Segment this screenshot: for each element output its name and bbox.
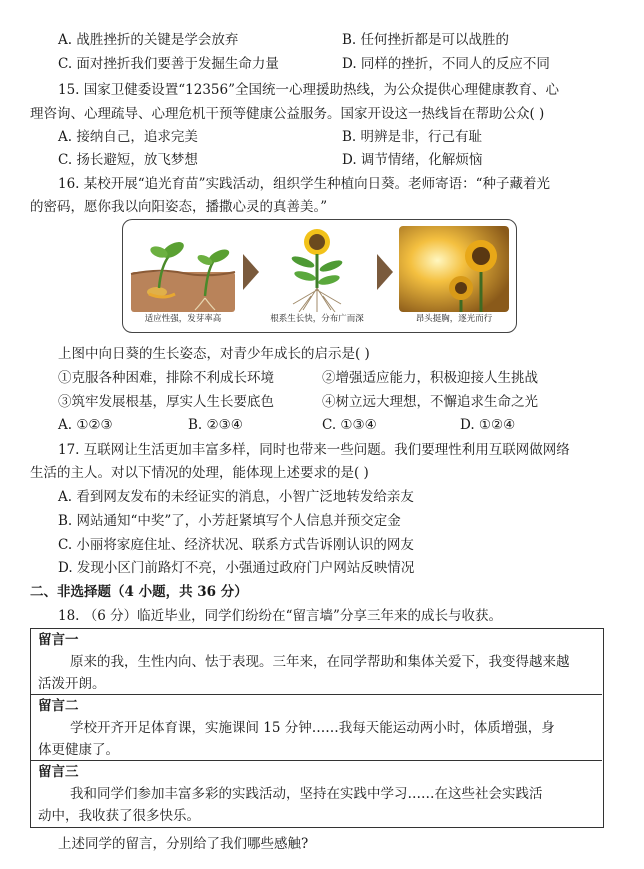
q16-option-d[interactable]: D. ①②④ — [460, 417, 516, 433]
message-3-title: 留言三 — [38, 764, 79, 780]
message-1-title: 留言一 — [38, 632, 79, 648]
q16-stem-line1: 16. 某校开展“追光育苗”实践活动，组织学生种植向日葵。老师寄语：“种子藏着光 — [58, 176, 550, 192]
sunflower-roots-illustration — [263, 226, 371, 326]
message-1-line2: 活泼开朗。 — [38, 676, 106, 692]
q14-option-d[interactable]: D. 同样的挫折，不同人的反应不同 — [342, 56, 550, 72]
q18-question: 上述同学的留言，分别给了我们哪些感触? — [58, 836, 309, 852]
q17-option-a[interactable]: A. 看到网友发布的未经证实的消息，小智广泛地转发给亲友 — [58, 489, 414, 505]
q16-statement-3: ③筑牢发展根基，厚实人生长要底色 — [58, 394, 274, 410]
q16-statement-1: ①克服各种困难，排除不利成长环境 — [58, 370, 274, 386]
sunflower-sun-illustration — [399, 226, 509, 326]
q16-statement-2: ②增强适应能力，积极迎接人生挑战 — [322, 370, 538, 386]
section-heading: 二、非选择题（4 小题，共 36 分） — [30, 584, 248, 600]
q17-stem-line1: 17. 互联网让生活更加丰富多样，同时也带来一些问题。我们要理性利用互联网做网络 — [58, 442, 570, 458]
q15-option-b[interactable]: B. 明辨是非，行己有耻 — [342, 129, 483, 145]
q15-option-a[interactable]: A. 接纳自己，追求完美 — [58, 129, 198, 145]
q16-option-c[interactable]: C. ①③④ — [322, 417, 377, 433]
sun-icon — [399, 226, 509, 312]
arrow-right-icon — [373, 250, 397, 294]
sprout-icon — [129, 226, 237, 312]
message-2-title: 留言二 — [38, 698, 79, 714]
divider — [30, 760, 602, 761]
q17-option-c[interactable]: C. 小丽将家庭住址、经济状况、联系方式告诉刚认识的网友 — [58, 537, 414, 553]
message-3-line2: 动中，我收获了很多快乐。 — [38, 808, 200, 824]
message-3-line1: 我和同学们参加丰富多彩的实践活动，坚持在实践中学习……在这些社会实践活 — [70, 786, 543, 802]
q16-statement-4: ④树立远大理想，不懈追求生命之光 — [322, 394, 538, 410]
sunflower-icon — [263, 226, 371, 312]
q16-option-b[interactable]: B. ②③④ — [188, 417, 243, 433]
q17-stem-line2: 生活的主人。对以下情况的处理，能体现上述要求的是( ) — [30, 465, 369, 481]
figure-caption-3: 昂头挺胸，逐光而行 — [415, 314, 493, 324]
q16-stem-line2: 的密码，愿你我以向阳姿态，播撒心灵的真善美。” — [30, 199, 328, 215]
message-2-line1: 学校开齐开足体育课，实施课间 15 分钟……我每天能运动两小时，体质增强，身 — [70, 720, 555, 736]
q17-option-d[interactable]: D. 发现小区门前路灯不亮，小强通过政府门户网站反映情况 — [58, 560, 415, 576]
divider — [30, 694, 602, 695]
q15-option-d[interactable]: D. 调节情绪，化解烦恼 — [342, 152, 483, 168]
arrow-right-icon — [239, 250, 263, 294]
message-2-line2: 体更健康了。 — [38, 742, 119, 758]
q16-question: 上图中向日葵的生长姿态，对青少年成长的启示是( ) — [58, 346, 370, 362]
q15-stem-line2: 理咨询、心理疏导、心理危机干预等健康公益服务。国家开设这一热线旨在帮助公众( ) — [30, 106, 545, 122]
q18-stem: 18. （6 分）临近毕业，同学们纷纷在“留言墙”分享三年来的成长与收获。 — [58, 608, 502, 624]
sprout-illustration — [129, 226, 237, 326]
q17-option-b[interactable]: B. 网站通知“中奖”了，小芳赶紧填写个人信息并预交定金 — [58, 513, 401, 529]
sunflower-growth-figure — [122, 219, 517, 333]
q15-stem-line1: 15. 国家卫健委设置“12356”全国统一心理援助热线，为公众提供心理健康教育、心 — [58, 82, 560, 98]
q14-option-c[interactable]: C. 面对挫折我们要善于发掘生命力量 — [58, 56, 279, 72]
q15-option-c[interactable]: C. 扬长避短，放飞梦想 — [58, 152, 198, 168]
figure-caption-2: 根系生长快，分布广而深 — [270, 314, 364, 324]
q16-option-a[interactable]: A. ①②③ — [58, 417, 113, 433]
q14-option-a[interactable]: A. 战胜挫折的关键是学会放弃 — [58, 32, 239, 48]
message-1-line1: 原来的我，生性内向、怯于表现。三年来，在同学帮助和集体关爱下，我变得越来越 — [70, 654, 570, 670]
figure-caption-1: 适应性强，发芽率高 — [144, 314, 222, 324]
q14-option-b[interactable]: B. 任何挫折都是可以战胜的 — [342, 32, 510, 48]
